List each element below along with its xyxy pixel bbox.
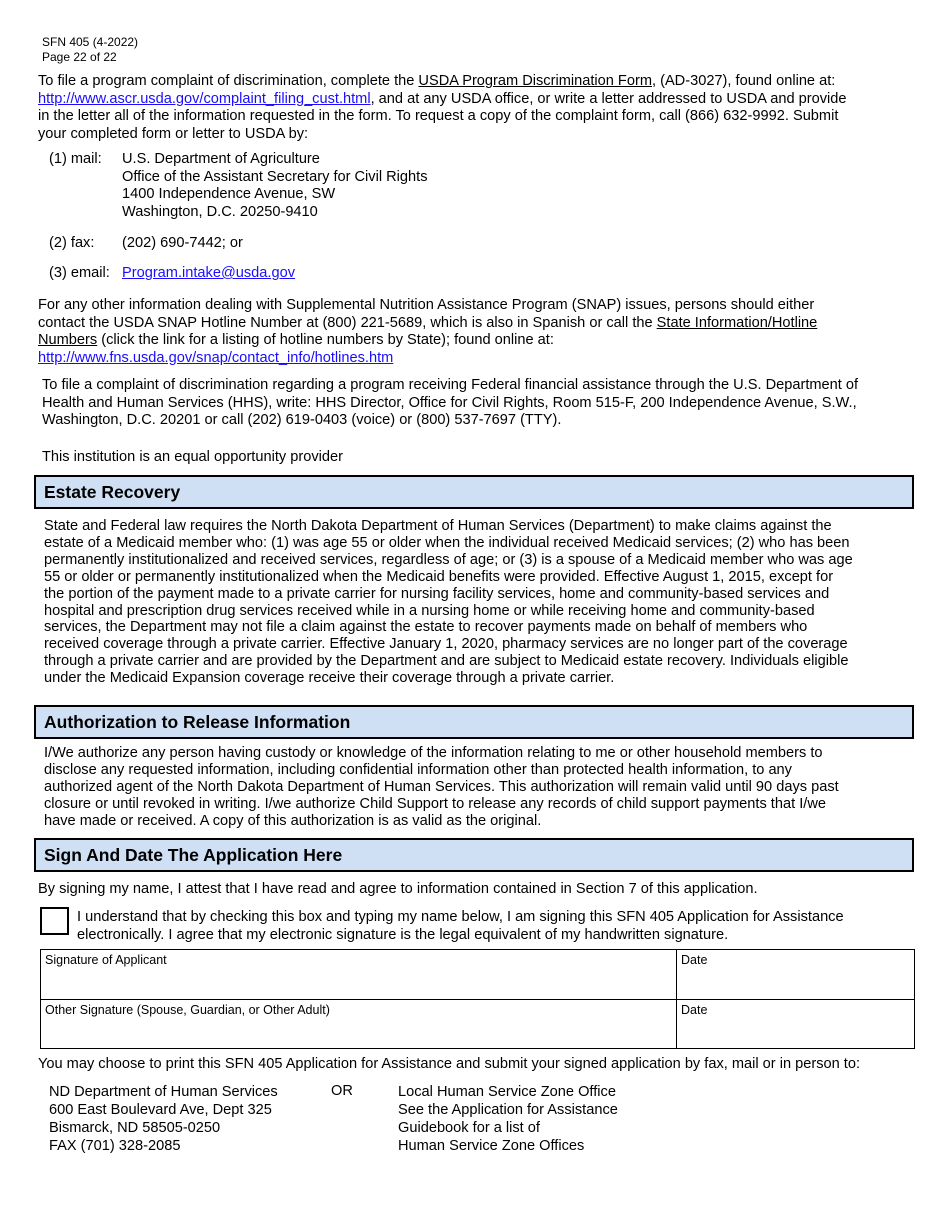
submit-intro: You may choose to print this SFN 405 Application for Assistance and submit your signed application by fax, mail or in person to: [38, 1056, 861, 1072]
auth-line: authorized agent of the North Dakota Department of Human Services. This authorization will remain valid until 90 days past [44, 778, 839, 795]
signature-row-applicant [41, 950, 914, 1000]
estate-line: State and Federal law requires the North Dakota Department of Human Services (Department) to make claims against the [44, 518, 832, 534]
usda-text-1: To file a program complaint of discrimination, complete the [38, 73, 419, 89]
hhs-paragraph [42, 377, 932, 430]
or-label: OR [331, 1083, 353, 1099]
signature-table [40, 949, 915, 1049]
hhs-text-1: To file a complaint of discrimination regarding a program receiving Federal financial assistance through the U.S. Department of [42, 377, 859, 393]
estate-line: permanently institutionalized and received services, regardless of age; or (3) is a spouse of a Medicaid member who was age [44, 551, 853, 568]
zone-office-line: See the Application for Assistance [398, 1102, 618, 1118]
estate-line: under the Medicaid Expansion coverage receive their coverage through a private carrier. [44, 670, 615, 687]
zone-office-line: Human Service Zone Offices [398, 1138, 585, 1154]
mail-line: U.S. Department of Agriculture [122, 151, 320, 167]
snap-hotline-url[interactable]: http://www.fns.usda.gov/snap/contact_info/hotlines.htm [38, 349, 394, 366]
auth-line: I/We authorize any person having custody or knowledge of the information relating to me or other household members to [44, 745, 823, 761]
snap-text-1: For any other information dealing with Supplemental Nutrition Assistance Program (SNAP) issues, persons should either [38, 297, 815, 313]
state-office-line: Bismarck, ND 58505-0250 [49, 1120, 221, 1136]
fax-label: (2) fax: [49, 235, 95, 251]
estate-line: hospital and prescription drug services received while in a nursing home or while receiving home and community-based [44, 602, 815, 619]
usda-text-3: , and at any USDA office, or write a letter addressed to USDA and provide [370, 90, 847, 107]
signature-row-other [41, 1000, 914, 1048]
zone-office-line: Guidebook for a list of [398, 1120, 540, 1136]
applicant-date-field[interactable] [678, 950, 914, 999]
hhs-text-3: Washington, D.C. 20201 or call (202) 619-0403 (voice) or (800) 537-7697 (TTY). [42, 412, 562, 428]
attest-text: By signing my name, I attest that I have read and agree to information contained in Section 7 of this application. [38, 881, 758, 897]
other-date-label: Date [681, 1003, 708, 1017]
usda-complaint-url[interactable]: http://www.ascr.usda.gov/complaint_filing_cust.html [38, 90, 371, 107]
usda-paragraph [38, 73, 928, 143]
esignature-line: I understand that by checking this box and typing my name below, I am signing this SFN 405 Application for Assistance [77, 909, 844, 925]
mail-label: (1) mail: [49, 151, 102, 167]
state-office-line: ND Department of Human Services [49, 1084, 278, 1100]
estate-recovery-text [44, 518, 924, 687]
mail-line: Washington, D.C. 20250-9410 [122, 203, 318, 220]
other-signature-label: Other Signature (Spouse, Guardian, or Other Adult) [45, 1003, 330, 1017]
esignature-checkbox[interactable] [40, 907, 69, 935]
estate-recovery-header: Estate Recovery [34, 475, 914, 509]
applicant-signature-field[interactable] [41, 950, 677, 999]
email-label: (3) email: [49, 265, 110, 281]
mail-address [122, 151, 428, 221]
state-hotline-link-cont[interactable]: Numbers [38, 332, 98, 348]
usda-text-4: in the letter all of the information requested in the form. To request a copy of the complaint form, call (866) 632-9992. Submit [38, 108, 839, 124]
sign-date-header: Sign And Date The Application Here [34, 838, 914, 872]
estate-line: through a private carrier and are provided by the Department and are subject to Medicaid estate recovery. Individuals eligible [44, 653, 849, 670]
page-number: Page 22 of 22 [42, 50, 117, 64]
other-signature-field[interactable] [41, 1000, 677, 1048]
form-id: SFN 405 (4-2022) [42, 35, 139, 49]
equal-opportunity: This institution is an equal opportunity provider [42, 449, 343, 465]
snap-paragraph [38, 297, 928, 367]
estate-line: the portion of the payment made to a private carrier for nursing facility services, home and community-based services and [44, 585, 830, 602]
auth-line: have made or received. A copy of this authorization is as valid as the original. [44, 812, 542, 829]
auth-line: disclose any requested information, including confidential information other than protected health information, to any [44, 761, 792, 778]
esignature-line: electronically. I agree that my electronic signature is the legal equivalent of my handwritten signature. [77, 926, 729, 943]
mail-line: 1400 Independence Avenue, SW [122, 186, 336, 202]
other-date-field[interactable] [678, 1000, 914, 1048]
zone-office-line: Local Human Service Zone Office [398, 1084, 616, 1100]
estate-line: received coverage through a private carrier. Effective January 1, 2020, pharmacy services are no longer part of the coverage [44, 636, 848, 653]
state-hotline-link[interactable]: State Information/Hotline [656, 314, 818, 331]
authorization-text [44, 745, 924, 830]
mail-line: Office of the Assistant Secretary for Civil Rights [122, 168, 428, 185]
estate-line: estate of a Medicaid member who: (1) was age 55 or older when the individual received Medicaid services; (2) who has been [44, 534, 850, 551]
hhs-text-2: Health and Human Services (HHS), write: HHS Director, Office for Civil Rights, Room 515-F, 200 Independence Avenue, S.W., [42, 394, 857, 411]
state-office-line: FAX (701) 328-2085 [49, 1138, 181, 1154]
applicant-date-label: Date [681, 953, 708, 967]
email-link[interactable]: Program.intake@usda.gov [122, 265, 296, 281]
zone-office-info [398, 1083, 618, 1155]
usda-text-5: your completed form or letter to USDA by: [38, 125, 309, 142]
usda-form-link[interactable]: USDA Program Discrimination Form [418, 73, 652, 89]
snap-text-2: contact the USDA SNAP Hotline Number at (800) 221-5689, which is also in Spanish or call the [38, 314, 657, 331]
state-office-address [49, 1083, 278, 1155]
auth-line: closure or until revoked in writing. I/we authorize Child Support to release any records of child support payments that I/we [44, 795, 826, 812]
fax-value: (202) 690-7442; or [122, 235, 243, 251]
estate-line: 55 or older or permanently institutionalized when the Medicaid benefits were provided. Effective August 1, 2015, except for [44, 568, 834, 585]
authorization-header: Authorization to Release Information [34, 705, 914, 739]
estate-line: services, the Department may not file a claim against the estate to recover payments made on behalf of members who [44, 619, 808, 636]
snap-text-3: (click the link for a listing of hotline numbers by State); found online at: [97, 332, 554, 348]
esignature-text [77, 909, 927, 944]
applicant-signature-label: Signature of Applicant [45, 953, 167, 967]
usda-text-2: , (AD-3027), found online at: [651, 73, 836, 89]
state-office-line: 600 East Boulevard Ave, Dept 325 [49, 1102, 272, 1118]
